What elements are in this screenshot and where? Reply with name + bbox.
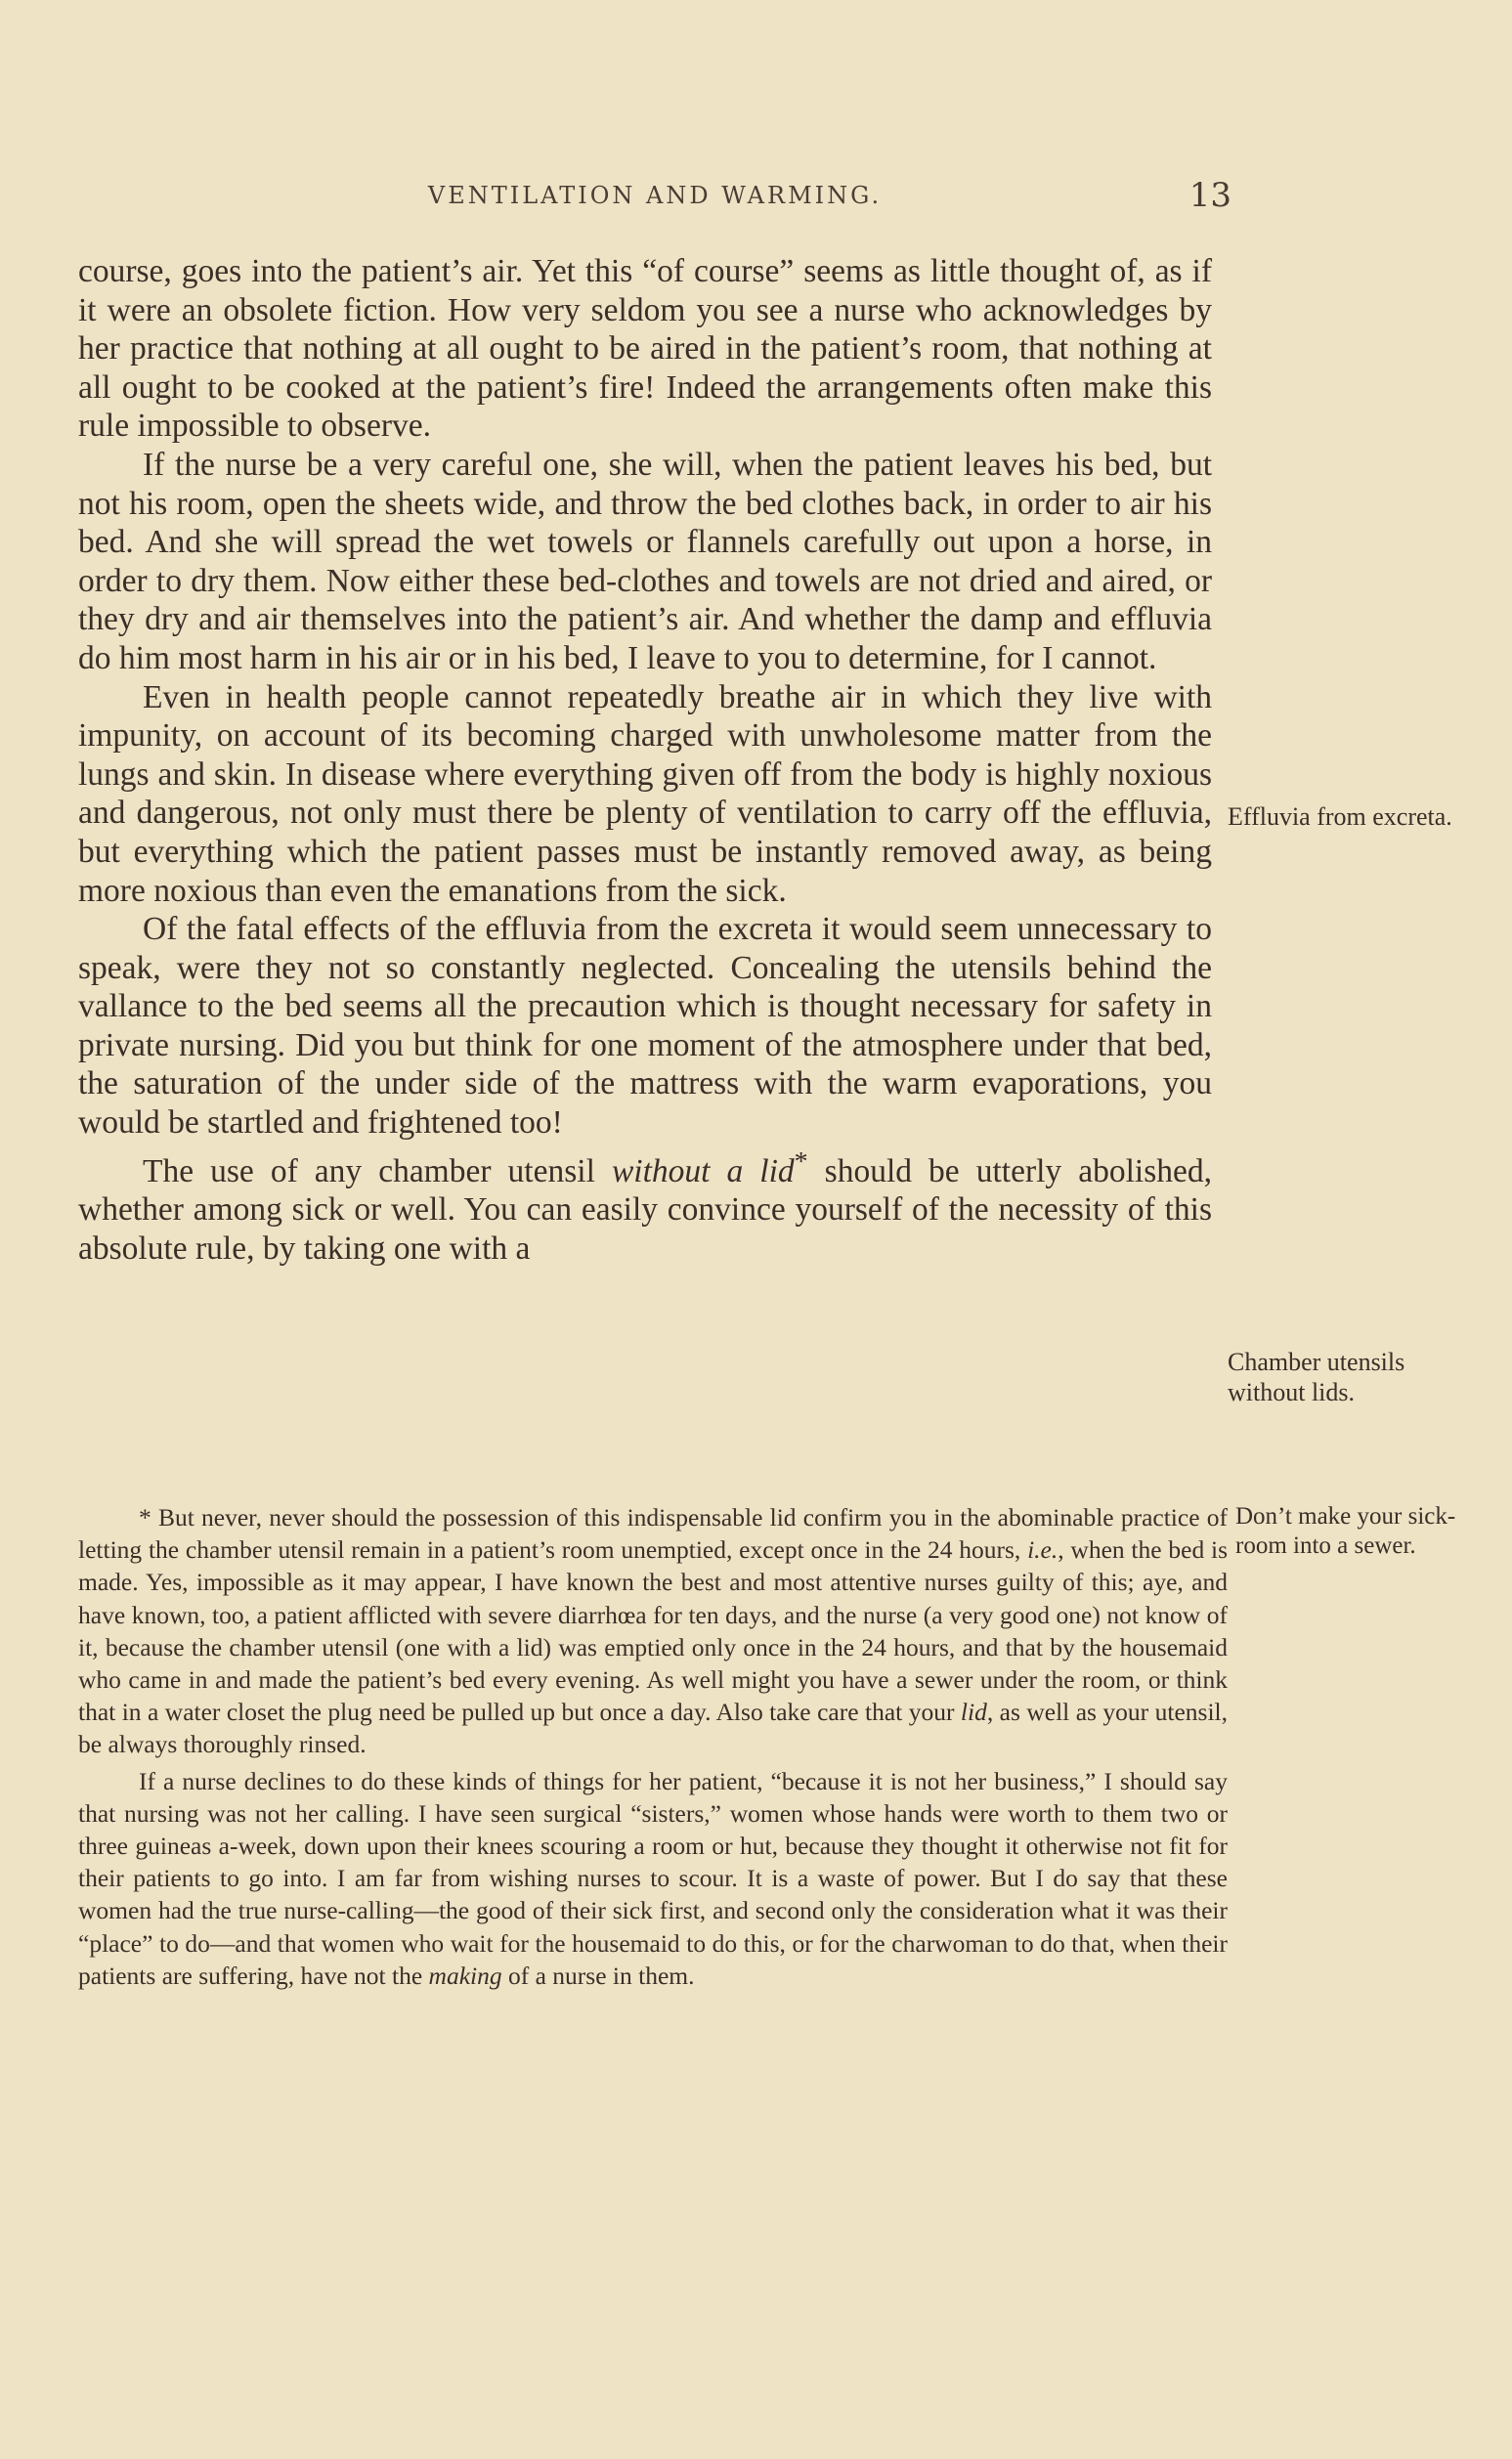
running-head: VENTILATION AND WARMING. [427, 182, 883, 209]
paragraph-3: Even in health people cannot repeatedly breathe air in which they live with impunity, on account of its becoming charged with unwholesome matter from the lungs and skin. In disease where everything given off from the body is highly noxious and dangerous, not only must there be plenty of ventilation to carry off the effluvia, but everything which the patient passes must be instantly removed away, as being more noxious than even the emanations from the sick. [78, 678, 1212, 909]
paragraph-5-italic: without a lid [611, 1152, 795, 1189]
footnote-1-text-c: , as well as your utensil, be always thoroughly rinsed. [78, 1698, 1229, 1759]
paragraph-4: Of the fatal effects of the effluvia from the excreta it would seem unnecessary to speak, were they not so constantly neglected. Concealing the utensils behind the vallance to the bed seems all the precaution which is thought necessary for safety in private nursing. Did you but think for one moment of the atmosphere under that bed, the saturation of the under side of the mattress with the warm evaporations, you would be startled and frightened too! [78, 911, 1212, 1142]
paragraph-5 [78, 1143, 1212, 1269]
marginal-note-effluvia: Effluvia from excreta. [1228, 802, 1452, 831]
footnote-2-text-b: of a nurse in them. [501, 1961, 695, 1990]
paragraph-2: If the nurse be a very careful one, she will, when the patient leaves his bed, but not his room, open the sheets wide, and throw the bed clothes back, in order to air his bed. And she will spread the wet towels or flannels carefully out upon a horse, in order to dry them. Now either these bed-clothes and towels are not dried and aired, or they dry and air themselves into the patient’s air. And whether the damp and effluvia do him most harm in his air or in his bed, I leave to you to determine, for I cannot. [78, 446, 1212, 676]
paragraph-5-text-a: The use of any chamber utensil [143, 1152, 612, 1189]
marginal-note-chamber-utensils: Chamber utensils without lids. [1228, 1348, 1405, 1406]
page-number: 13 [1188, 176, 1231, 215]
page-header [78, 176, 1231, 221]
footnote-1-italic-ie: i.e. [1027, 1535, 1058, 1565]
paragraph-5-text-b: should be utterly abolished, whether among sick or well. You can easily convince yourself of the necessity of this absolute rule, by taking one with a [78, 1152, 1212, 1267]
main-text [78, 252, 1212, 1269]
paragraph-1: course, goes into the patient’s air. Yet this “of course” seems as little thought of, as if it were an obsolete fiction. How very seldom you see a nurse who acknowledges by her practice that nothing at all ought to be aired in the patient’s room, that nothing at all ought to be cooked at the patient’s fire! Indeed the arrangements often make this rule impossible to observe. [78, 253, 1212, 445]
footnote-2-italic-making: making [428, 1961, 502, 1990]
marginal-note-sewer: Don’t make your sick-room into a sewer. [1235, 1503, 1456, 1559]
footnote-1 [78, 1501, 1228, 1761]
footnote-1-text-b: , when the bed is made. Yes, impossible as it may appear, I have known the best and most attentive nurses guilty of this; aye, and have known, too, a patient afflicted with severe diarrhœa for ten days, and the nurse (a very good one) not know of it, because the chamber utensil (one with a lid) was emptied only once in the 24 hours, and that by the housemaid who came in and made the patient’s bed every evening. As well might you have a sewer under the room, or think that in a water closet the plug need be pulled up but once a day. Also take care that your [78, 1535, 1228, 1727]
footnote-1-italic-lid: lid [960, 1698, 987, 1727]
footnote-mark: * [794, 1145, 808, 1177]
footnote-2 [78, 1765, 1228, 1992]
footnote-1-text-a: * But never, never should the possession of this indispensable lid confirm you in the abominable practice of letting the chamber utensil remain in a patient’s room unemptied, except once in the 24 hours, [78, 1503, 1228, 1565]
footnotes [78, 1501, 1228, 1992]
footnote-2-text-a: If a nurse declines to do these kinds of things for her patient, “because it is not her business,” I should say that nursing was not her calling. I have seen surgical “sisters,” women whose hands were worth to them two or three guineas a-week, down upon their knees scouring a room or hut, because they thought it otherwise not fit for their patients to go into. I am far from wishing nurses to scour. It is a waste of power. But I do say that these women had the true nurse-calling—the good of their sick first, and second only the consideration what it was their “place” to do—and that women who wait for the housemaid to do this, or for the charwoman to do that, when their patients are suffering, have not the [78, 1766, 1228, 1990]
